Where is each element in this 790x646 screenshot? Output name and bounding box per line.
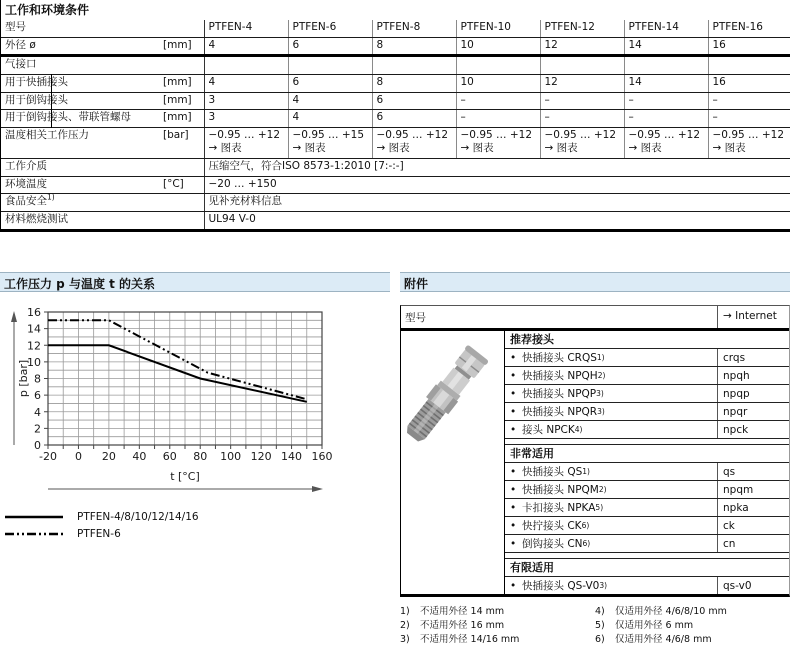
bullet-icon: • xyxy=(510,537,517,550)
bullet-icon: • xyxy=(510,519,517,532)
internet-link[interactable]: → Internet xyxy=(717,306,789,328)
bullet-icon: • xyxy=(510,351,517,364)
barbed-row xyxy=(1,92,790,110)
group-heading: 非常适用 xyxy=(505,445,789,463)
cell-value: 4 xyxy=(288,110,372,128)
chart-link[interactable]: → 图表 xyxy=(460,142,494,155)
cell-value: – xyxy=(540,110,624,128)
accessory-code-link[interactable]: qs-v0 xyxy=(717,577,789,594)
accessory-code-link[interactable]: npqh xyxy=(717,367,789,384)
row-unit: [mm] xyxy=(159,74,204,92)
cell-value: 16 xyxy=(708,37,790,56)
svg-text:2: 2 xyxy=(34,422,41,436)
svg-text:160: 160 xyxy=(311,450,333,463)
bullet-icon: • xyxy=(510,405,517,418)
accessory-label: 卡扣接头 NPKA xyxy=(522,502,596,514)
accessory-code-link[interactable]: npqm xyxy=(717,481,789,498)
cell-value: 见补充材料信息 xyxy=(204,194,790,212)
conditions-section xyxy=(0,0,790,232)
legend-label: PTFEN-4/8/10/12/14/16 xyxy=(77,510,199,523)
pressure-range: −0.95 … +12 xyxy=(544,128,617,141)
cell-value: 12 xyxy=(540,74,624,92)
cell-value: 6 xyxy=(288,37,372,56)
accessory-row: • 快插接头 NPQR 3) npqr xyxy=(505,403,789,421)
row-unit: [mm] xyxy=(159,110,204,128)
accessories-table xyxy=(400,305,790,597)
dash-dot-line-sample-icon xyxy=(5,531,63,537)
accessory-row: • 卡扣接头 NPKA 5) npka xyxy=(505,499,789,517)
cell-value: 压缩空气，符合ISO 8573-1:2010 [7:-:-] xyxy=(204,159,790,177)
pressure-range: −0.95 … +12 xyxy=(208,128,281,141)
chart-section-title: 工作压力 p 与温度 t 的关系 xyxy=(0,272,390,292)
pneumatic-connection-group-row xyxy=(1,56,790,75)
pressure-range: −0.95 … +12 xyxy=(376,128,449,141)
accessory-label: 接头 NPCK xyxy=(522,424,575,436)
legend-entry xyxy=(5,525,390,542)
fitting-photo-cell xyxy=(401,331,505,594)
row-label: 温度相关工作压力 xyxy=(1,127,159,158)
model-name: PTFEN-14 xyxy=(624,20,708,37)
bullet-icon: • xyxy=(510,423,517,436)
footnotes xyxy=(400,605,790,646)
conditions-title: 工作和环境条件 xyxy=(5,3,90,17)
chart-legend xyxy=(5,508,390,542)
cell-value: −20 … +150 xyxy=(204,176,790,194)
cell-value: 10 xyxy=(456,74,540,92)
cell-value: 8 xyxy=(372,37,456,56)
accessory-row: • 快插接头 QS 1) qs xyxy=(505,463,789,481)
cell-value: 3 xyxy=(204,110,288,128)
cell-value: UL94 V-0 xyxy=(204,212,790,231)
svg-text:-20: -20 xyxy=(39,450,57,463)
bullet-icon: • xyxy=(510,579,517,592)
cell-value: 6 xyxy=(288,74,372,92)
cell-value: 10 xyxy=(456,37,540,56)
solid-line-sample-icon xyxy=(5,514,63,520)
accessory-code-link[interactable]: ck xyxy=(717,517,789,534)
accessories-title: 附件 xyxy=(400,272,790,292)
pressure-temperature-chart xyxy=(0,298,390,498)
push-in-row xyxy=(1,74,790,92)
accessories-model-label: 型号 xyxy=(405,312,426,324)
cell-value: – xyxy=(624,92,708,110)
cell-value: 4 xyxy=(204,74,288,92)
model-row-label: 型号 xyxy=(1,20,204,37)
pressure-range: −0.95 … +12 xyxy=(460,128,533,141)
svg-text:4: 4 xyxy=(34,405,41,419)
cell-value: 3 xyxy=(204,92,288,110)
row-unit: [bar] xyxy=(159,127,204,158)
pressure-temperature-section xyxy=(0,272,390,542)
footnote: 6) 仅适用外径 4/6/8 mm xyxy=(595,633,712,645)
accessories-header-row xyxy=(401,306,789,331)
group-heading: 有限适用 xyxy=(505,559,789,577)
row-label: 工作介质 xyxy=(1,159,159,177)
footnote-marker: 1) xyxy=(47,192,55,202)
arrow-right-icon: → xyxy=(723,310,732,322)
svg-text:40: 40 xyxy=(132,450,147,463)
svg-text:140: 140 xyxy=(281,450,303,463)
pressure-row xyxy=(1,127,790,158)
accessory-row: • 接头 NPCK 4) npck xyxy=(505,421,789,439)
chart-canvas xyxy=(0,298,390,498)
chart-link[interactable]: → 图表 xyxy=(376,142,410,155)
pressure-range: −0.95 … +15 xyxy=(292,128,365,141)
accessory-label: 快拧接头 CK xyxy=(522,520,582,532)
svg-text:0: 0 xyxy=(74,450,82,463)
svg-text:80: 80 xyxy=(193,450,208,463)
flammability-row xyxy=(1,212,790,231)
operating-medium-row xyxy=(1,159,790,177)
footnote: 5) 仅适用外径 6 mm xyxy=(595,619,694,631)
svg-text:12: 12 xyxy=(27,339,41,353)
pressure-range: −0.95 … +12 xyxy=(628,128,701,141)
svg-text:14: 14 xyxy=(27,322,41,336)
row-label: 食品安全 xyxy=(5,195,47,208)
barbed-union-nut-row xyxy=(1,110,790,128)
legend-entry xyxy=(5,508,390,525)
accessory-code-link[interactable]: npka xyxy=(717,499,789,516)
cell-value: 4 xyxy=(204,37,288,56)
bullet-icon: • xyxy=(510,369,517,382)
row-unit: [mm] xyxy=(159,92,204,110)
cell-value: 14 xyxy=(624,37,708,56)
footnote: 1) 不适用外径 14 mm xyxy=(400,606,505,617)
row-label: 用于倒钩接头、带联管螺母 xyxy=(1,110,159,128)
accessory-row: • 快拧接头 CK 6) ck xyxy=(505,517,789,535)
model-name: PTFEN-8 xyxy=(372,20,456,37)
row-label: 外径 ø xyxy=(1,37,159,56)
accessory-row: • 快插接头 NPQP 3) npqp xyxy=(505,385,789,403)
cell-value: 8 xyxy=(372,74,456,92)
bullet-icon: • xyxy=(510,387,517,400)
group-label: 气接口 xyxy=(1,56,204,75)
accessory-label: 快插接头 QS xyxy=(522,466,583,478)
accessory-row: • 快插接头 NPQM 2) npqm xyxy=(505,481,789,499)
accessory-label: 快插接头 NPQH xyxy=(522,370,598,382)
conditions-table xyxy=(1,20,790,232)
cell-value: – xyxy=(456,110,540,128)
accessory-label: 快插接头 NPQP xyxy=(522,388,597,400)
svg-text:0: 0 xyxy=(34,439,41,452)
bullet-icon: • xyxy=(510,483,517,496)
accessory-row: • 快插接头 CRQS 1) crqs xyxy=(505,349,789,367)
accessories-section xyxy=(400,272,790,646)
accessory-code-link[interactable]: npck xyxy=(717,421,789,438)
cell-value: – xyxy=(456,92,540,110)
svg-text:6: 6 xyxy=(34,389,41,403)
footnote: 4) 仅适用外径 4/6/8/10 mm xyxy=(595,606,727,617)
cell-value: 12 xyxy=(540,37,624,56)
outer-diameter-row xyxy=(1,37,790,56)
group-heading: 推荐接头 xyxy=(505,331,789,349)
svg-text:60: 60 xyxy=(162,450,177,463)
svg-text:20: 20 xyxy=(101,450,116,463)
accessory-label: 快插接头 NPQR xyxy=(522,406,598,418)
cell-value: 4 xyxy=(288,92,372,110)
chart-link[interactable]: → 图表 xyxy=(544,142,578,155)
row-unit: [mm] xyxy=(159,37,204,56)
footnote: 2) 不适用外径 16 mm xyxy=(400,619,505,631)
accessory-label: 快插接头 QS-V0 xyxy=(522,580,600,592)
accessory-code-link[interactable]: crqs xyxy=(717,349,789,366)
svg-text:10: 10 xyxy=(27,355,41,369)
accessory-row: • 快插接头 QS-V0 3) qs-v0 xyxy=(505,577,789,594)
cell-value: 6 xyxy=(372,92,456,110)
svg-text:16: 16 xyxy=(27,306,41,319)
row-label: 材料燃烧测试 xyxy=(1,212,159,231)
model-name: PTFEN-16 xyxy=(708,20,790,37)
row-label: 用于快插接头 xyxy=(1,74,159,92)
chart-link[interactable]: → 图表 xyxy=(712,142,746,155)
chart-link[interactable]: → 图表 xyxy=(208,142,242,155)
cell-value: – xyxy=(708,110,790,128)
accessory-label: 快插接头 CRQS xyxy=(522,352,597,364)
accessory-row: • 快插接头 NPQH 2) npqh xyxy=(505,367,789,385)
chart-link[interactable]: → 图表 xyxy=(292,142,326,155)
svg-text:100: 100 xyxy=(220,450,242,463)
accessory-label: 快插接头 NPQM xyxy=(522,484,599,496)
legend-label: PTFEN-6 xyxy=(77,527,121,540)
model-name: PTFEN-10 xyxy=(456,20,540,37)
push-in-fitting-image xyxy=(401,331,501,451)
bullet-icon: • xyxy=(510,465,517,478)
model-name: PTFEN-4 xyxy=(204,20,288,37)
cell-value: 6 xyxy=(372,110,456,128)
cell-value: – xyxy=(708,92,790,110)
chart-link[interactable]: → 图表 xyxy=(628,142,662,155)
svg-text:8: 8 xyxy=(34,372,41,386)
model-name: PTFEN-6 xyxy=(288,20,372,37)
accessory-code-link[interactable]: cn xyxy=(717,535,789,552)
model-row xyxy=(1,20,790,37)
ambient-temperature-row xyxy=(1,176,790,194)
svg-text:120: 120 xyxy=(250,450,272,463)
cell-value: 16 xyxy=(708,74,790,92)
cell-value: – xyxy=(624,110,708,128)
model-name: PTFEN-12 xyxy=(540,20,624,37)
accessory-code-link[interactable]: npqp xyxy=(717,385,789,402)
row-label: 用于倒钩接头 xyxy=(1,92,159,110)
food-safety-row xyxy=(1,194,790,212)
pressure-range: −0.95 … +12 xyxy=(712,128,785,141)
accessory-code-link[interactable]: npqr xyxy=(717,403,789,420)
row-unit: [°C] xyxy=(159,176,204,194)
cell-value: 14 xyxy=(624,74,708,92)
accessory-code-link[interactable]: qs xyxy=(717,463,789,480)
row-label: 环境温度 xyxy=(1,176,159,194)
accessory-label: 倒钩接头 CN xyxy=(522,538,583,550)
footnote: 3) 不适用外径 14/16 mm xyxy=(400,633,520,645)
svg-text:p [bar]: p [bar] xyxy=(17,359,30,398)
svg-text:t [°C]: t [°C] xyxy=(170,470,200,483)
bullet-icon: • xyxy=(510,501,517,514)
cell-value: – xyxy=(540,92,624,110)
accessory-row: • 倒钩接头 CN 6) cn xyxy=(505,535,789,553)
